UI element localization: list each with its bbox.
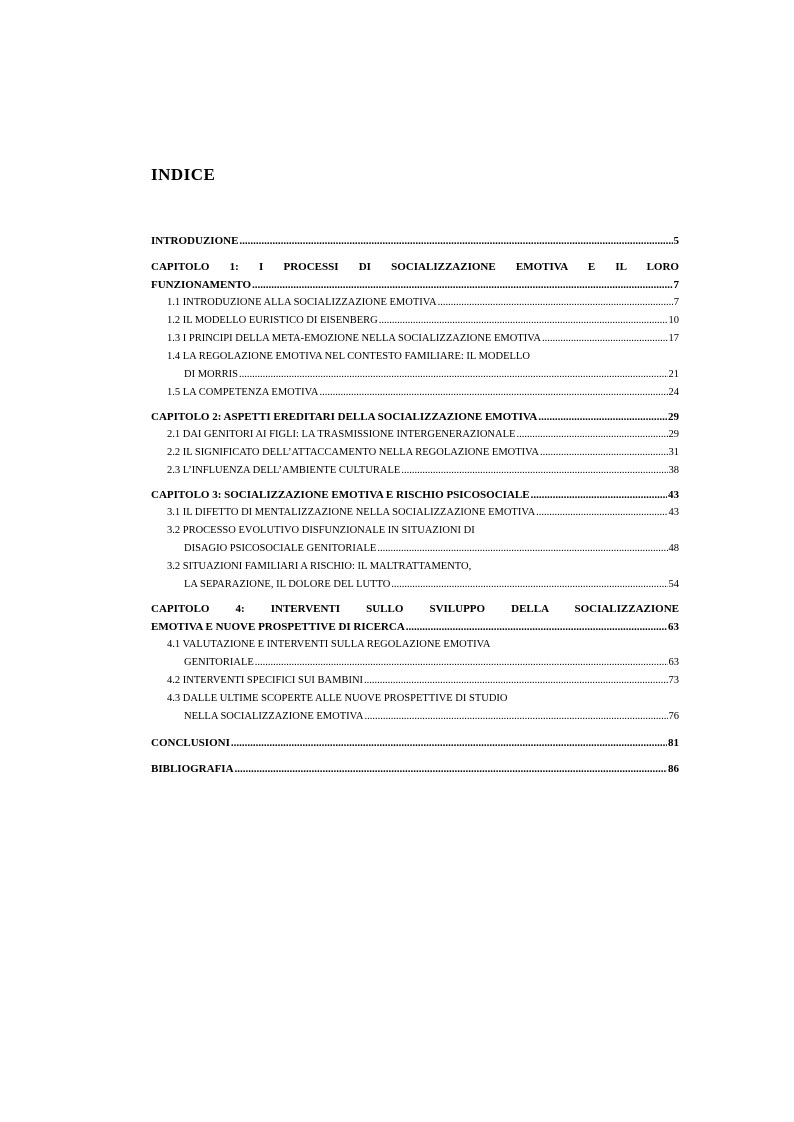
toc-section-2-3[interactable] xyxy=(151,462,679,480)
toc-page-number: 21 xyxy=(668,369,679,380)
toc-section-2-1[interactable] xyxy=(151,426,679,444)
toc-entry-label: 4.2 INTERVENTI SPECIFICI SUI BAMBINI xyxy=(167,675,364,686)
toc-entry-label: 2.3 L’INFLUENZA DELL’AMBIENTE CULTURALE xyxy=(167,465,401,476)
toc-entry-label: 3.1 IL DIFETTO DI MENTALIZZAZIONE NELLA SOCIALIZZAZIONE EMOTIVA xyxy=(167,507,536,518)
dot-leader xyxy=(531,486,667,504)
toc-page-number: 24 xyxy=(668,387,679,398)
toc-entry-label: 4.1 VALUTAZIONE E INTERVENTI SULLA REGOLAZIONE EMOTIVA xyxy=(167,639,491,650)
dot-leader xyxy=(235,760,667,778)
toc-entry-label: EMOTIVA E NUOVE PROSPETTIVE DI RICERCA xyxy=(151,621,405,633)
toc-entry-cap3[interactable] xyxy=(151,486,679,504)
table-of-contents xyxy=(151,232,679,778)
toc-entry-conclusioni[interactable] xyxy=(151,734,679,752)
toc-entry-label: BIBLIOGRAFIA xyxy=(151,763,234,775)
toc-section-1-5[interactable] xyxy=(151,384,679,402)
toc-entry-label-cont: DI MORRIS xyxy=(184,369,238,380)
dot-leader xyxy=(536,504,667,522)
toc-entry-cap1[interactable] xyxy=(151,258,679,294)
toc-section-3-3[interactable] xyxy=(151,558,679,594)
toc-entry-label: INTRODUZIONE xyxy=(151,235,239,247)
dot-leader xyxy=(239,366,668,384)
dot-leader xyxy=(542,330,667,348)
toc-section-4-1[interactable] xyxy=(151,636,679,672)
toc-entry-label: 1.5 LA COMPETENZA EMOTIVA xyxy=(167,387,319,398)
dot-leader xyxy=(401,462,667,480)
toc-page-number: 10 xyxy=(668,315,679,326)
toc-entry-label: 1.1 INTRODUZIONE ALLA SOCIALIZZAZIONE EMOTIVA xyxy=(167,297,437,308)
toc-entry-label: CONCLUSIONI xyxy=(151,737,230,749)
toc-section-4-2[interactable] xyxy=(151,672,679,690)
dot-leader xyxy=(239,232,672,250)
toc-entry-label: CAPITOLO 2: ASPETTI EREDITARI DELLA SOCIALIZZAZIONE EMOTIVA xyxy=(151,411,538,423)
toc-entry-label-cont: NELLA SOCIALIZZAZIONE EMOTIVA xyxy=(184,711,364,722)
toc-page-number: 63 xyxy=(668,657,679,668)
toc-chapter-line-end xyxy=(151,618,679,636)
toc-section-3-1[interactable] xyxy=(151,504,679,522)
toc-chapter-line: CAPITOLO 1: I PROCESSI DI SOCIALIZZAZIONE EMOTIVA E IL LORO xyxy=(151,261,679,273)
dot-leader xyxy=(391,576,667,594)
toc-section-4-3[interactable] xyxy=(151,690,679,726)
toc-section-3-2[interactable] xyxy=(151,522,679,558)
dot-leader xyxy=(319,384,667,402)
toc-page-number: 73 xyxy=(668,675,679,686)
dot-leader xyxy=(538,408,667,426)
dot-leader xyxy=(231,734,667,752)
toc-entry-label: 1.3 I PRINCIPI DELLA META-EMOZIONE NELLA SOCIALIZZAZIONE EMOTIVA xyxy=(167,333,542,344)
toc-chapter-line-end xyxy=(151,276,679,294)
toc-page-number: 29 xyxy=(668,429,679,440)
dot-leader xyxy=(540,444,668,462)
toc-entry-label: 1.4 LA REGOLAZIONE EMOTIVA NEL CONTESTO FAMILIARE: IL MODELLO xyxy=(167,351,530,362)
dot-leader xyxy=(364,672,667,690)
toc-chapter-line: CAPITOLO 4: INTERVENTI SULLO SVILUPPO DELLA SOCIALIZZAZIONE xyxy=(151,603,679,615)
dot-leader xyxy=(252,276,672,294)
toc-page-number: 17 xyxy=(668,333,679,344)
toc-page-number: 29 xyxy=(668,411,679,423)
toc-entry-bibliografia[interactable] xyxy=(151,760,679,778)
toc-page-number: 38 xyxy=(668,465,679,476)
toc-entry-label: 2.2 IL SIGNIFICATO DELL’ATTACCAMENTO NELLA REGOLAZIONE EMOTIVA xyxy=(167,447,539,458)
toc-section-2-2[interactable] xyxy=(151,444,679,462)
toc-entry-label-cont: LA SEPARAZIONE, IL DOLORE DEL LUTTO xyxy=(184,579,391,590)
toc-entry-label: 4.3 DALLE ULTIME SCOPERTE ALLE NUOVE PROSPETTIVE DI STUDIO xyxy=(167,693,508,704)
dot-leader xyxy=(406,618,667,636)
dot-leader xyxy=(255,654,668,672)
toc-entry-cap4[interactable] xyxy=(151,600,679,636)
toc-entry-label: 3.2 PROCESSO EVOLUTIVO DISFUNZIONALE IN SITUAZIONI DI xyxy=(167,525,475,536)
toc-entry-label-cont: GENITORIALE xyxy=(184,657,254,668)
toc-page-number: 81 xyxy=(668,737,679,749)
toc-page-number: 31 xyxy=(668,447,679,458)
toc-page-number: 54 xyxy=(668,579,679,590)
dot-leader xyxy=(516,426,667,444)
toc-entry-label: CAPITOLO 3: SOCIALIZZAZIONE EMOTIVA E RISCHIO PSICOSOCIALE xyxy=(151,489,530,501)
toc-entry-introduzione[interactable] xyxy=(151,232,679,250)
dot-leader xyxy=(438,294,673,312)
toc-page-number: 5 xyxy=(673,235,679,247)
toc-page-number: 7 xyxy=(673,279,679,291)
dot-leader xyxy=(379,312,668,330)
toc-entry-label-cont: DISAGIO PSICOSOCIALE GENITORIALE xyxy=(184,543,377,554)
toc-entry-label: 3.2 SITUAZIONI FAMILIARI A RISCHIO: IL MALTRATTAMENTO, xyxy=(167,561,472,572)
toc-entry-label: FUNZIONAMENTO xyxy=(151,279,252,291)
toc-page-number: 76 xyxy=(668,711,679,722)
toc-entry-label: 2.1 DAI GENITORI AI FIGLI: LA TRASMISSIONE INTERGENERAZIONALE xyxy=(167,429,516,440)
toc-section-1-1[interactable] xyxy=(151,294,679,312)
toc-section-1-2[interactable] xyxy=(151,312,679,330)
toc-entry-label: 1.2 IL MODELLO EURISTICO DI EISENBERG xyxy=(167,315,378,326)
toc-section-1-3[interactable] xyxy=(151,330,679,348)
page-title: INDICE xyxy=(151,165,216,184)
dot-leader xyxy=(377,540,667,558)
toc-section-1-4[interactable] xyxy=(151,348,679,384)
toc-page-number: 63 xyxy=(668,621,679,633)
toc-page-number: 48 xyxy=(668,543,679,554)
toc-page-number: 7 xyxy=(673,297,679,308)
toc-page-number: 43 xyxy=(668,489,679,501)
toc-page-number: 86 xyxy=(668,763,679,775)
dot-leader xyxy=(364,708,667,726)
toc-entry-cap2[interactable] xyxy=(151,408,679,426)
toc-page-number: 43 xyxy=(668,507,679,518)
